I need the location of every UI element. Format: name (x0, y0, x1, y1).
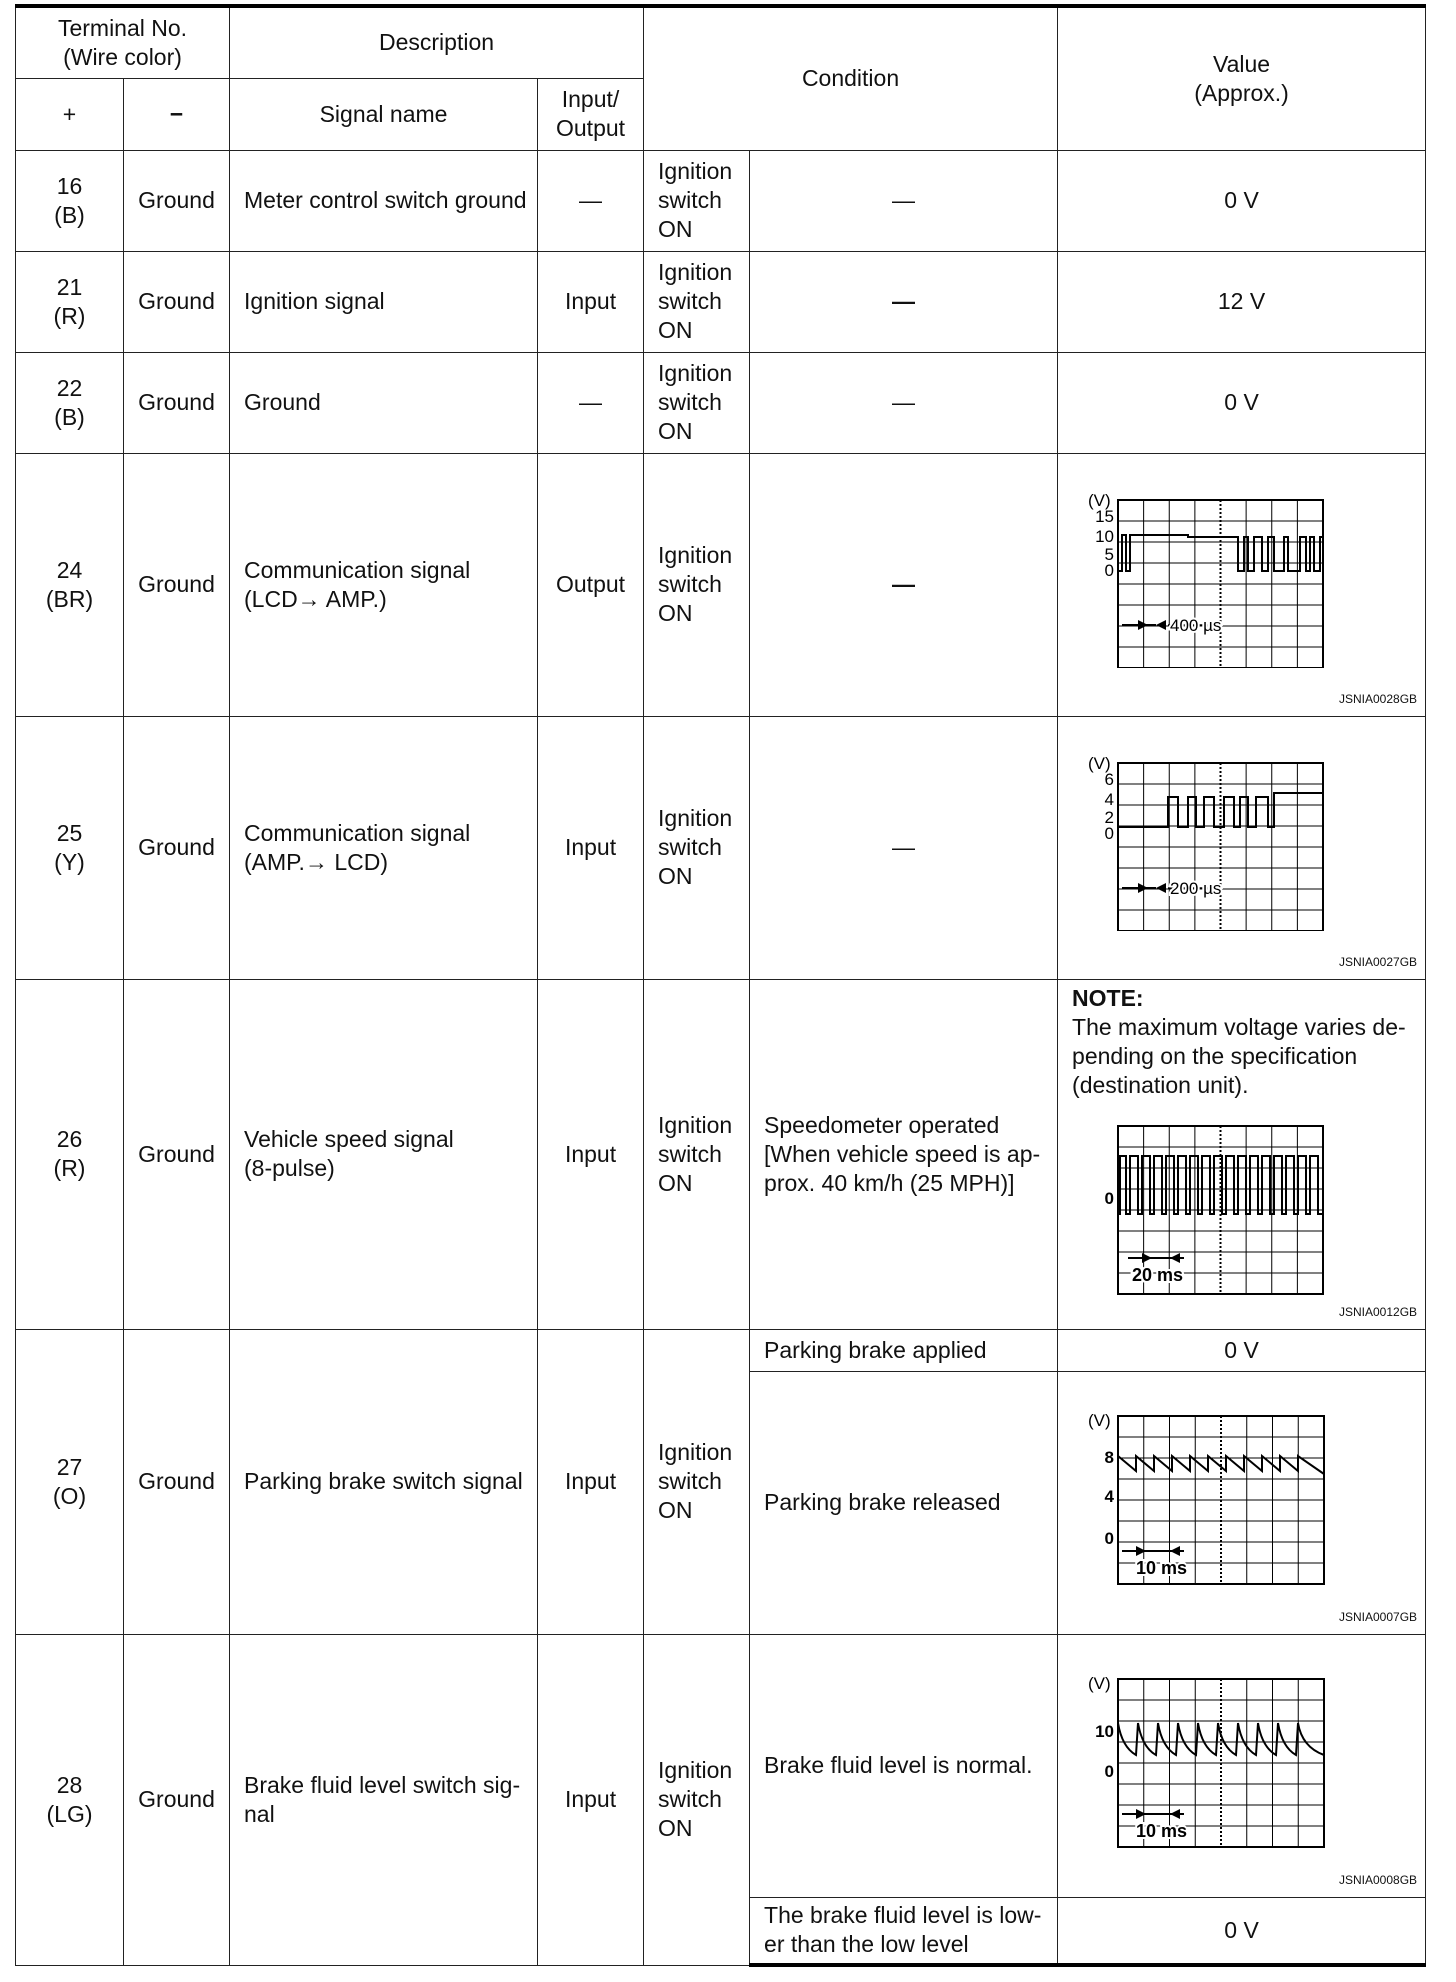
wave-tick-label: 6 (1104, 769, 1115, 789)
io-cell: — (538, 150, 644, 251)
wave-tick-label: 4 (1104, 1486, 1115, 1506)
figure-code: JSNIA0007GB (1338, 1609, 1418, 1624)
wave-time-label: 200 µs (1170, 878, 1222, 898)
condition-cell: — (750, 150, 1058, 251)
terminal-cell: 26 (R) (16, 979, 124, 1329)
ignition-cell: Ignition switch ON (644, 1329, 750, 1634)
wave-arrow (1138, 883, 1148, 893)
wave-tick-label: 10 (1095, 526, 1115, 546)
ground-cell: Ground (124, 716, 230, 979)
terminal-cell: 28 (LG) (16, 1634, 124, 1965)
signal-name-cell: Communication signal (AMP.→ LCD) (230, 716, 538, 979)
io-cell: Input (538, 1634, 644, 1965)
wave-time-label: 10 ms (1136, 1820, 1188, 1841)
io-cell: Input (538, 716, 644, 979)
condition-cell: Speedometer operated [When vehicle speed is ap- prox. 40 km/h (25 MPH)] (750, 979, 1058, 1329)
wave-arrow (1136, 1809, 1146, 1819)
condition-cell: Brake fluid level is normal. (750, 1634, 1058, 1897)
terminal-cell: 24 (BR) (16, 453, 124, 716)
signal-name-cell: Parking brake switch signal (230, 1329, 538, 1634)
ground-cell: Ground (124, 1634, 230, 1965)
wave-grid (1118, 500, 1323, 668)
value-cell (1058, 1634, 1426, 1897)
terminal-spec-table-container (15, 4, 1425, 1967)
value-cell (1058, 979, 1426, 1329)
signal-name-cell: Ground (230, 352, 538, 453)
terminal-cell: 16 (B) (16, 150, 124, 251)
wave-tick-label: 0 (1104, 1188, 1115, 1208)
value-cell (1058, 716, 1426, 979)
wave-tick-label: 0 (1104, 560, 1115, 580)
signal-name-cell: Brake fluid level switch sig- nal (230, 1634, 538, 1965)
header-row-1 (16, 6, 1426, 78)
header-input-output: Input/ Output (538, 78, 644, 150)
terminal-cell: 25 (Y) (16, 716, 124, 979)
ground-cell: Ground (124, 352, 230, 453)
ignition-cell: Ignition switch ON (644, 150, 750, 251)
signal-name-cell: Vehicle speed signal (8-pulse) (230, 979, 538, 1329)
note-heading: NOTE: (1072, 984, 1144, 1011)
wave-unit-label: (V) (1088, 490, 1111, 510)
header-minus: − (124, 78, 230, 150)
header-condition: Condition (644, 6, 1058, 150)
header-description: Description (230, 6, 644, 78)
wave-time-label: 20 ms (1132, 1264, 1184, 1285)
table-row (16, 352, 1426, 453)
ground-cell: Ground (124, 1329, 230, 1634)
wave-time-label: 10 ms (1136, 1557, 1188, 1578)
condition-cell: — (750, 453, 1058, 716)
table-row (16, 453, 1426, 716)
condition-cell: Parking brake released (750, 1371, 1058, 1634)
io-cell: Input (538, 1329, 644, 1634)
signal-name-cell: Communication signal (LCD→ AMP.) (230, 453, 538, 716)
wave-tick-label: 0 (1104, 1761, 1115, 1781)
terminal-cell: 22 (B) (16, 352, 124, 453)
condition-cell: — (750, 716, 1058, 979)
ignition-cell: Ignition switch ON (644, 352, 750, 453)
wave-tick-label: 2 (1104, 807, 1115, 827)
wave-arrow (1156, 620, 1166, 630)
ground-cell: Ground (124, 150, 230, 251)
wave-tick-label: 4 (1104, 789, 1115, 809)
terminal-cell: 27 (O) (16, 1329, 124, 1634)
value-cell (1058, 1371, 1426, 1634)
wave-unit-label: (V) (1088, 1673, 1111, 1693)
value-cell: 0 V (1058, 1897, 1426, 1965)
table-row (16, 979, 1426, 1329)
header-signal-name: Signal name (230, 78, 538, 150)
condition-cell: — (750, 251, 1058, 352)
ignition-cell: Ignition switch ON (644, 251, 750, 352)
table-row (16, 251, 1426, 352)
note-block (1072, 984, 1422, 1100)
wave-tick-label: 5 (1104, 544, 1115, 564)
io-cell: — (538, 352, 644, 453)
wave-grid (1118, 763, 1323, 931)
ground-cell: Ground (124, 251, 230, 352)
io-cell: Input (538, 979, 644, 1329)
waveform-26 (1088, 1116, 1338, 1296)
wave-arrow (1170, 1546, 1180, 1556)
wave-tick-label: 10 (1095, 1721, 1115, 1741)
figure-code: JSNIA0008GB (1338, 1872, 1418, 1887)
table-row (16, 1329, 1426, 1371)
wave-trace (1118, 793, 1323, 827)
ignition-cell: Ignition switch ON (644, 1634, 750, 1965)
table-row (16, 150, 1426, 251)
value-cell: 12 V (1058, 251, 1426, 352)
waveform-27 (1088, 1408, 1338, 1588)
figure-code: JSNIA0012GB (1338, 1304, 1418, 1319)
ground-cell: Ground (124, 979, 230, 1329)
header-terminal: Terminal No. (Wire color) (16, 6, 230, 78)
note-text: The maximum voltage varies de- pending on the specification (destination unit). (1072, 1013, 1406, 1098)
wave-tick-label: 0 (1104, 823, 1115, 843)
figure-code: JSNIA0028GB (1338, 691, 1418, 706)
waveform-25 (1088, 751, 1338, 931)
io-cell: Output (538, 453, 644, 716)
wave-arrow (1170, 1809, 1180, 1819)
wave-unit-label: (V) (1088, 1410, 1111, 1430)
table-row (16, 1634, 1426, 1897)
ignition-cell: Ignition switch ON (644, 716, 750, 979)
wave-arrow (1138, 620, 1148, 630)
wave-arrow (1170, 1253, 1180, 1263)
signal-name-cell: Ignition signal (230, 251, 538, 352)
wave-arrow (1136, 1546, 1146, 1556)
ignition-cell: Ignition switch ON (644, 453, 750, 716)
wave-tick-label: 15 (1095, 506, 1115, 526)
value-cell (1058, 453, 1426, 716)
signal-name-cell: Meter control switch ground (230, 150, 538, 251)
ignition-cell: Ignition switch ON (644, 979, 750, 1329)
wave-trace (1118, 1156, 1323, 1214)
terminal-cell: 21 (R) (16, 251, 124, 352)
io-cell: Input (538, 251, 644, 352)
condition-cell: — (750, 352, 1058, 453)
ground-cell: Ground (124, 453, 230, 716)
wave-tick-label: 0 (1104, 1528, 1115, 1548)
wave-tick-label: 8 (1104, 1447, 1115, 1467)
value-cell: 0 V (1058, 352, 1426, 453)
wave-arrow (1142, 1253, 1152, 1263)
terminal-spec-table (15, 4, 1426, 1967)
figure-code: JSNIA0027GB (1338, 954, 1418, 969)
waveform-28 (1088, 1671, 1338, 1851)
waveform-24 (1088, 488, 1338, 668)
wave-arrow (1156, 883, 1166, 893)
header-plus: + (16, 78, 124, 150)
header-value: Value (Approx.) (1058, 6, 1426, 150)
wave-unit-label: (V) (1088, 753, 1111, 773)
wave-time-label: 400 µs (1170, 615, 1222, 635)
condition-cell: Parking brake applied (750, 1329, 1058, 1371)
condition-cell: The brake fluid level is low- er than the low level (750, 1897, 1058, 1965)
value-cell: 0 V (1058, 1329, 1426, 1371)
value-cell: 0 V (1058, 150, 1426, 251)
table-row (16, 716, 1426, 979)
